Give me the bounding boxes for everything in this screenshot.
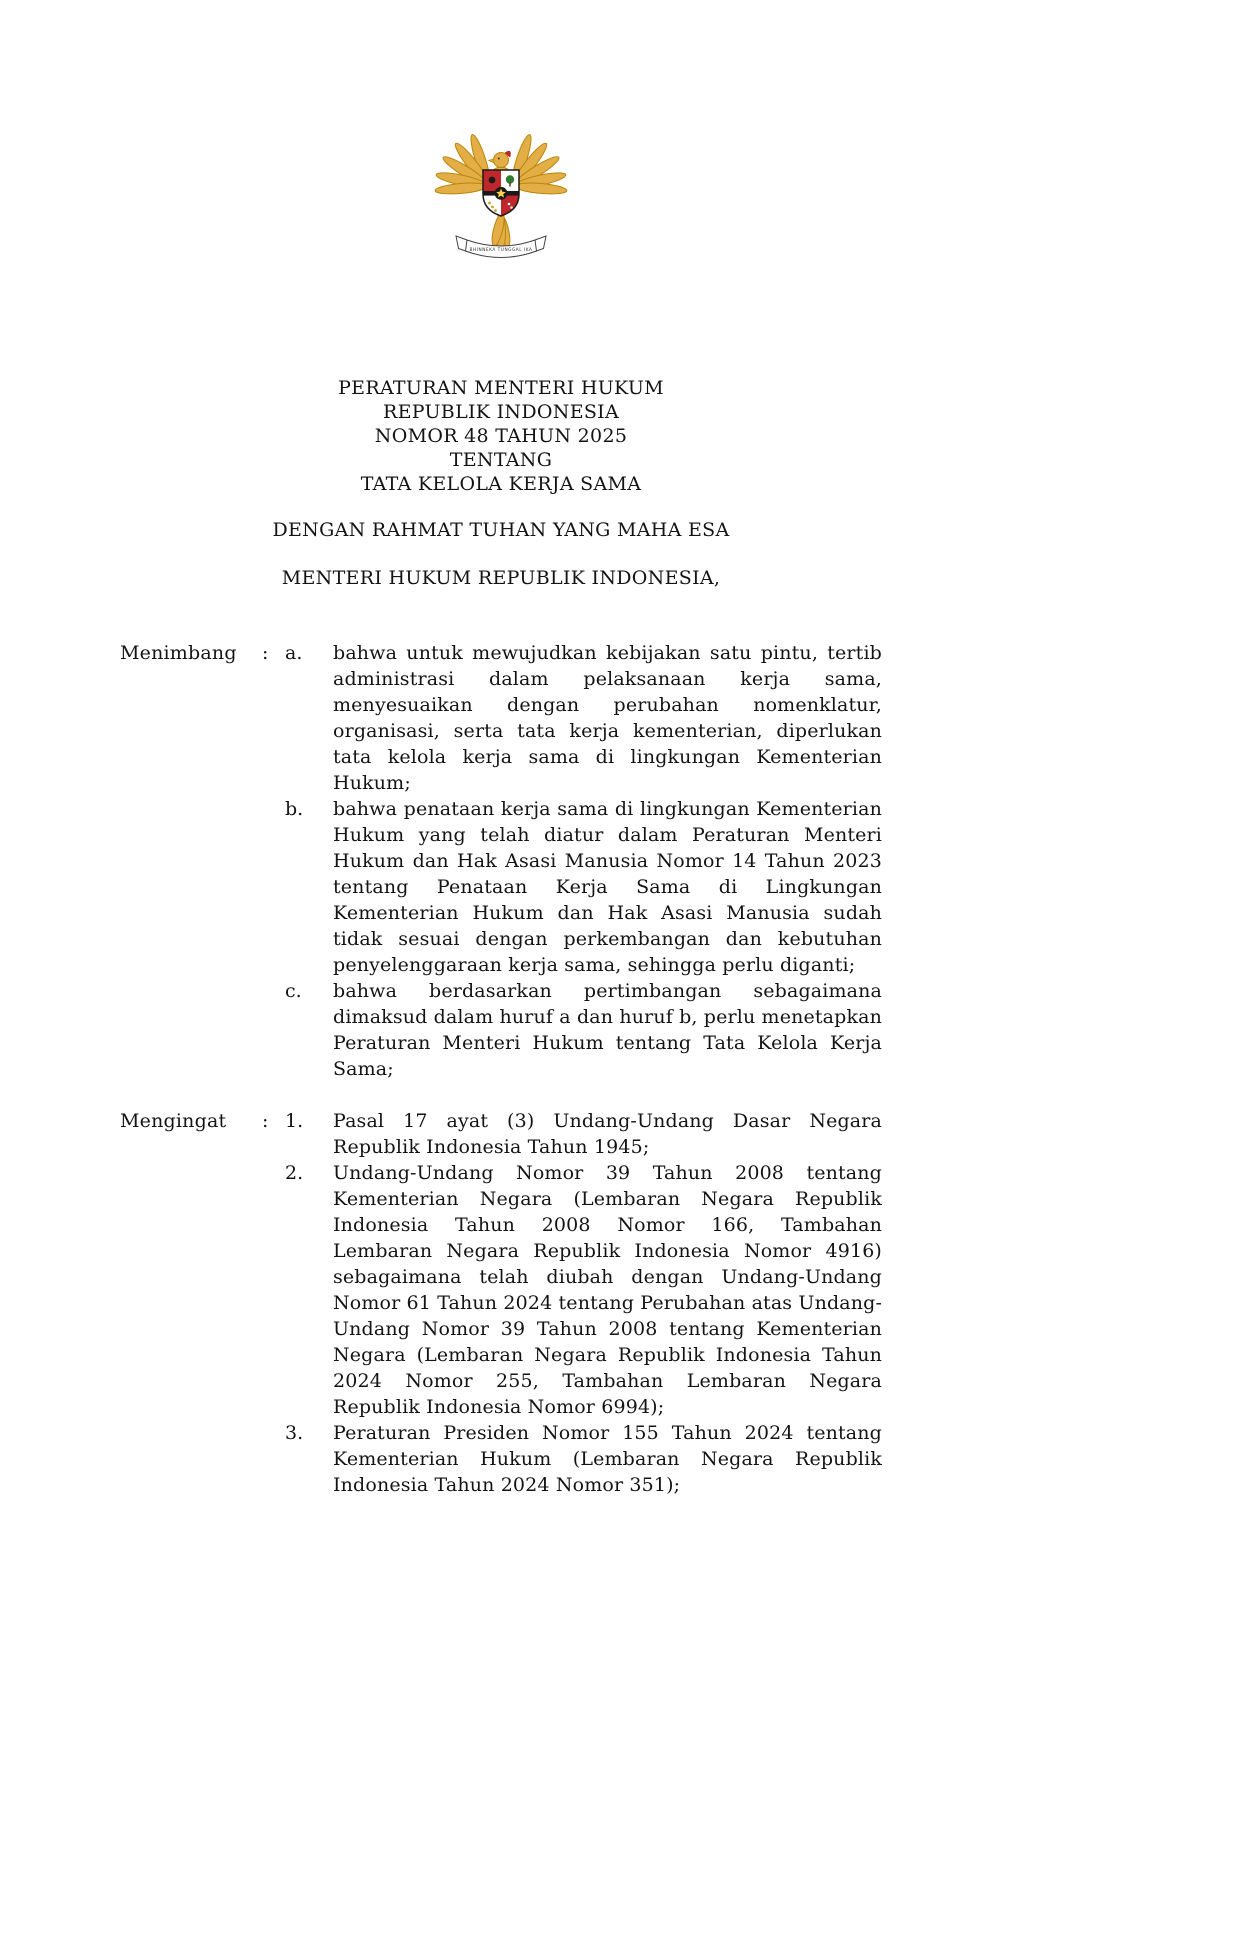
item-marker: 2.: [285, 1162, 304, 1184]
considering-item-a: [285, 640, 882, 796]
item-text: bahwa penataan kerja sama di lingkungan Kementerian Hukum yang telah diatur dalam Peraturan Menteri Hukum dan Hak Asasi Manusia Nomor 14 Tahun 2023 tentang Penataan Kerja Sama di Lingkungan Kementerian Hukum dan Hak Asasi Manusia sudah tidak sesuai dengan perkembangan dan kebutuhan penyelenggaraan kerja sama, sehingga perlu diganti;: [333, 798, 882, 976]
item-text: bahwa berdasarkan pertimbangan sebagaimana dimaksud dalam huruf a dan huruf b, perlu menetapkan Peraturan Menteri Hukum tentang Tata Kelola Kerja Sama;: [333, 980, 882, 1080]
noting-section: [120, 1108, 882, 1498]
considering-separator: :: [262, 642, 269, 664]
item-marker: 1.: [285, 1110, 304, 1132]
garuda-pancasila-emblem: [433, 112, 569, 260]
title-line-5: TATA KELOLA KERJA SAMA: [360, 473, 642, 495]
title-line-3: NOMOR 48 TAHUN 2025: [374, 425, 628, 447]
grace-line: DENGAN RAHMAT TUHAN YANG MAHA ESA: [272, 519, 730, 541]
noting-item-3: [285, 1420, 882, 1498]
authority-line: MENTERI HUKUM REPUBLIK INDONESIA,: [281, 567, 721, 589]
considering-section: [120, 640, 882, 1082]
noting-item-2: [285, 1160, 882, 1420]
motto-text: BHINNEKA TUNGGAL IKA: [469, 248, 533, 254]
pancasila-shield: [483, 170, 519, 216]
title-line-2: REPUBLIK INDONESIA: [382, 401, 620, 423]
item-marker: c.: [285, 980, 302, 1002]
item-text: Undang-Undang Nomor 39 Tahun 2008 tentang Kementerian Negara (Lembaran Negara Republik Indonesia Tahun 2008 Nomor 166, Tambahan Lembaran Negara Republik Indonesia Nomor 4916) sebagaimana telah diubah dengan Undang-Undang Nomor 61 Tahun 2024 tentang Perubahan atas Undang-Undang Nomor 39 Tahun 2008 tentang Kementerian Negara (Lembaran Negara Republik Indonesia Tahun 2024 Nomor 255, Tambahan Lembaran Negara Republik Indonesia Nomor 6994);: [333, 1162, 883, 1418]
item-text: Peraturan Presiden Nomor 155 Tahun 2024 tentang Kementerian Hukum (Lembaran Negara Republik Indonesia Tahun 2024 Nomor 351);: [333, 1422, 882, 1496]
emblem-container: [120, 112, 882, 260]
noting-item-1: [285, 1108, 882, 1160]
item-marker: a.: [285, 642, 303, 664]
considering-items: [285, 640, 882, 1082]
noting-items: [285, 1108, 882, 1498]
considering-item-b: [285, 796, 882, 978]
item-text: bahwa untuk mewujudkan kebijakan satu pintu, tertib administrasi dalam pelaksanaan kerja sama, menyesuaikan dengan perubahan nomenklatur, organisasi, serta tata kerja kementerian, diperlukan tata kelola kerja sama di lingkungan Kementerian Hukum;: [333, 642, 882, 794]
item-marker: 3.: [285, 1422, 304, 1444]
item-text: Pasal 17 ayat (3) Undang-Undang Dasar Negara Republik Indonesia Tahun 1945;: [333, 1110, 882, 1158]
considering-label: Menimbang: [120, 642, 237, 664]
garuda-tail: [490, 212, 513, 250]
considering-item-c: [285, 978, 882, 1082]
noting-label: Mengingat: [120, 1110, 227, 1132]
title-line-4: TENTANG: [449, 449, 553, 471]
regulation-title: [120, 376, 882, 496]
title-line-1: PERATURAN MENTERI HUKUM: [338, 377, 664, 399]
document-content: [120, 112, 882, 1498]
item-marker: b.: [285, 798, 304, 820]
noting-separator: :: [262, 1110, 269, 1132]
